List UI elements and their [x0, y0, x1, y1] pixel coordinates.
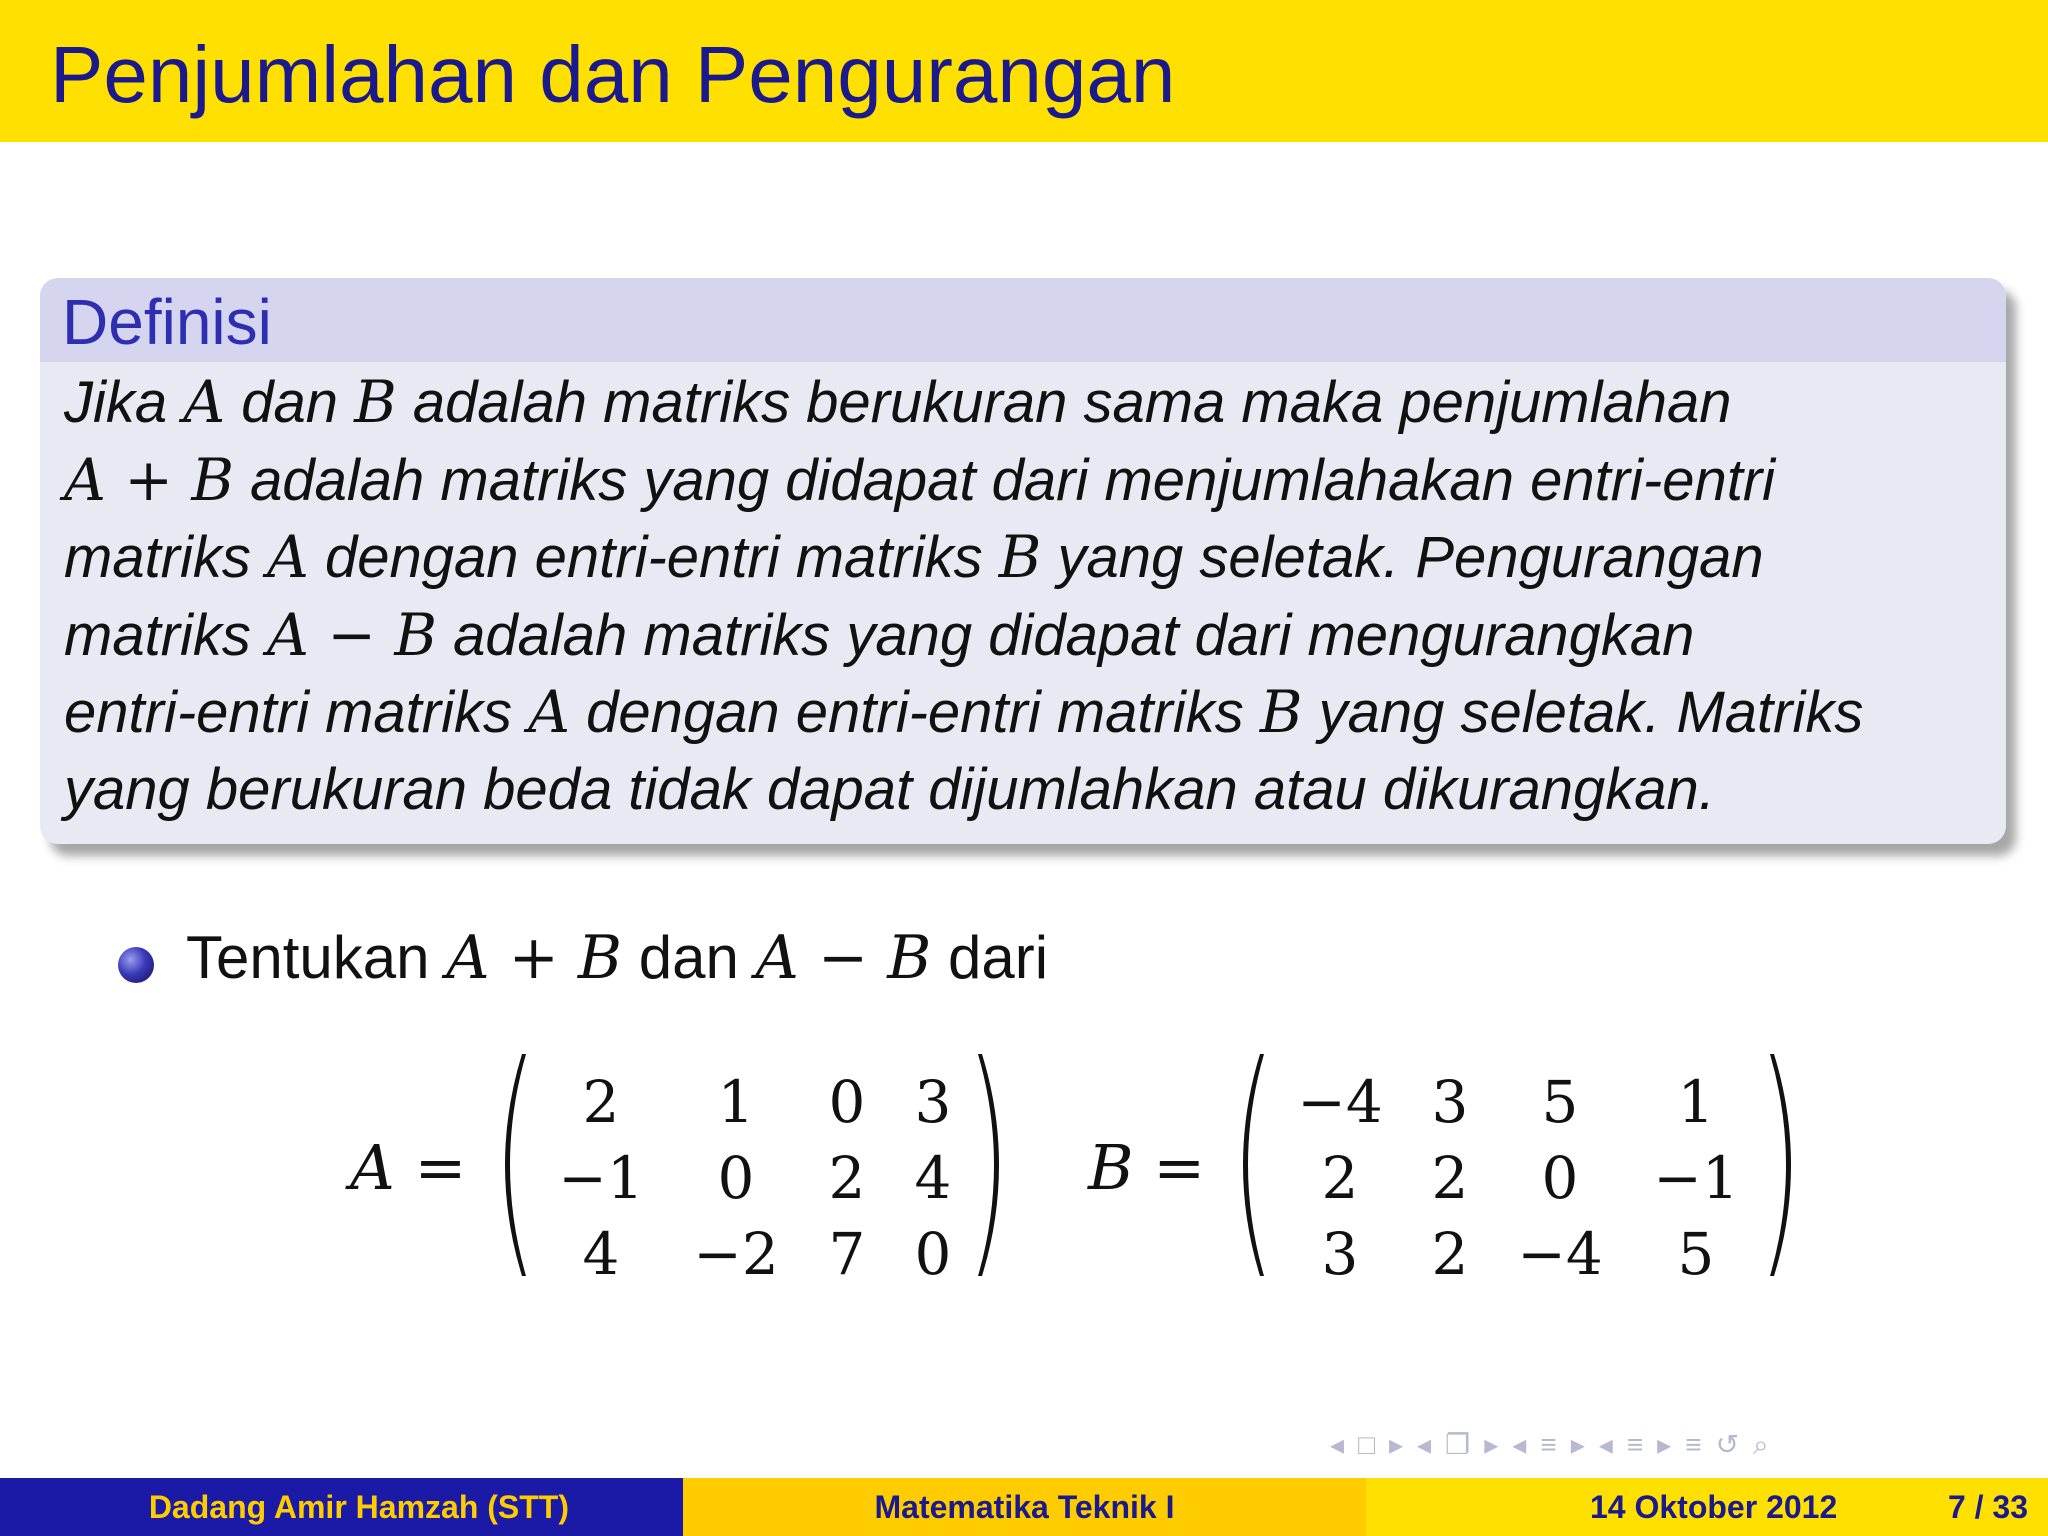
nav-symbol-icon[interactable]: ≡	[1626, 1429, 1644, 1460]
matrix-cell: 0	[914, 1220, 952, 1288]
matrix-cell: 3	[1321, 1220, 1359, 1288]
definition-label: Definisi	[62, 286, 272, 358]
matrix-cell: 7	[828, 1220, 866, 1288]
math-symbol: A	[528, 678, 570, 746]
definition-text: matriks	[64, 602, 267, 668]
matrix-cell: 2	[1321, 1144, 1359, 1212]
matrix-right-paren	[1764, 1050, 1804, 1280]
footer-author: Dadang Amir Hamzah (STT)	[148, 1489, 569, 1525]
matrix-cell: 2	[1431, 1220, 1469, 1288]
footer-author-section	[0, 1478, 683, 1536]
matrix-cell: 0	[1541, 1144, 1579, 1212]
matrix-cell: 1	[717, 1068, 755, 1136]
math-a-minus-b: A − B	[755, 923, 932, 993]
matrix-a-lhs: A =	[350, 1131, 467, 1204]
matrix-b-equation	[1088, 1050, 1808, 1290]
nav-symbol-icon[interactable]: ≡	[1685, 1429, 1702, 1460]
definition-line	[64, 519, 1986, 597]
matrix-cell: −4	[1517, 1220, 1603, 1288]
matrix-cell: 4	[582, 1220, 620, 1288]
definition-text: yang seletak. Pengurangan	[1041, 525, 1764, 590]
definition-line	[64, 442, 1986, 520]
nav-symbol-icon[interactable]: ◂	[1417, 1429, 1432, 1460]
frame-title-bar	[0, 0, 2048, 142]
page-title: Penjumlahan dan Pengurangan	[50, 30, 1176, 119]
nav-symbol-icon[interactable]: ≡	[1540, 1429, 1557, 1460]
definition-text: dan	[225, 370, 355, 435]
navigation-symbols[interactable]	[1330, 1428, 1783, 1468]
footer-course: Matematika Teknik I	[874, 1489, 1175, 1525]
math-symbol: A + B	[64, 445, 234, 514]
matrix-cell: 2	[1431, 1144, 1469, 1212]
math-a-plus-b: A + B	[446, 923, 623, 993]
nav-symbol-icon[interactable]: ◂	[1330, 1429, 1345, 1460]
math-symbol: A − B	[267, 600, 437, 669]
footer-course-section	[683, 1478, 1366, 1536]
matrix-cell: 2	[582, 1068, 620, 1136]
math-symbol: B	[354, 368, 397, 436]
matrix-cell: 3	[914, 1068, 952, 1136]
definition-text: adalah matriks berukuran sama maka penjumlahan	[396, 370, 1732, 435]
definition-text: Jika	[64, 370, 184, 435]
nav-symbol-icon[interactable]: ⌕	[1753, 1429, 1769, 1460]
matrix-cell: −4	[1297, 1068, 1383, 1136]
definition-text: yang seletak. Matriks	[1302, 680, 1864, 745]
definition-block	[40, 278, 2006, 844]
matrix-cell: 2	[828, 1144, 866, 1212]
matrix-cell: −1	[558, 1144, 644, 1212]
definition-line	[64, 597, 1986, 675]
definition-text: dengan entri-entri matriks	[569, 680, 1260, 745]
matrix-cell: −2	[693, 1220, 779, 1288]
definition-line	[64, 752, 1986, 829]
math-symbol: A	[267, 523, 309, 591]
bullet-icon	[118, 947, 154, 983]
definition-line	[64, 364, 1986, 442]
nav-symbol-icon[interactable]: ▸	[1484, 1429, 1499, 1460]
matrix-cell: 5	[1541, 1068, 1579, 1136]
matrix-cell: 1	[1677, 1068, 1715, 1136]
matrix-left-paren	[492, 1050, 532, 1280]
matrix-left-paren	[1230, 1050, 1270, 1280]
definition-text: adalah matriks yang didapat dari menjumlahakan entri-entri	[233, 447, 1776, 513]
definition-text: yang berukuran beda tidak dapat dijumlahkan atau dikurangkan.	[64, 756, 1715, 822]
math-symbol: A	[183, 368, 226, 436]
footer-date-section	[1366, 1478, 2048, 1536]
math-symbol: B	[998, 523, 1042, 591]
footer-page-number: 7 / 33	[1947, 1489, 2028, 1525]
nav-symbol-icon[interactable]: ◂	[1512, 1429, 1527, 1460]
matrix-cell: 0	[717, 1144, 755, 1212]
matrix-a-equation	[350, 1050, 1020, 1290]
definition-line	[64, 674, 1986, 752]
matrix-cell: 4	[914, 1144, 952, 1212]
footer-date: 14 Oktober 2012	[1590, 1489, 1838, 1525]
definition-text: matriks	[64, 525, 267, 590]
math-symbol: B	[1259, 678, 1303, 746]
exercise-prompt: Tentukan A + B dan A − B dari	[186, 923, 1049, 993]
definition-header	[40, 278, 2006, 362]
matrix-cell: 5	[1677, 1220, 1715, 1288]
nav-symbol-icon[interactable]: ↺	[1715, 1429, 1740, 1460]
nav-symbol-icon[interactable]: ▸	[1657, 1429, 1672, 1460]
nav-symbol-icon[interactable]: ▸	[1570, 1429, 1585, 1460]
matrix-cell: −1	[1653, 1144, 1739, 1212]
definition-body	[40, 362, 2006, 828]
definition-text: dengan entri-entri matriks	[308, 525, 999, 590]
definition-text: entri-entri matriks	[64, 680, 529, 745]
nav-symbol-icon[interactable]: ❐	[1445, 1429, 1471, 1460]
nav-symbol-icon[interactable]: □	[1358, 1429, 1375, 1460]
definition-text: adalah matriks yang didapat dari mengurangkan	[436, 602, 1695, 668]
nav-symbol-icon[interactable]: ◂	[1598, 1429, 1613, 1460]
matrix-cell: 3	[1431, 1068, 1469, 1136]
footer	[0, 1478, 2048, 1536]
nav-symbol-icon[interactable]: ▸	[1388, 1429, 1404, 1460]
matrix-cell: 0	[828, 1068, 866, 1136]
matrix-b-lhs: B =	[1088, 1131, 1206, 1204]
